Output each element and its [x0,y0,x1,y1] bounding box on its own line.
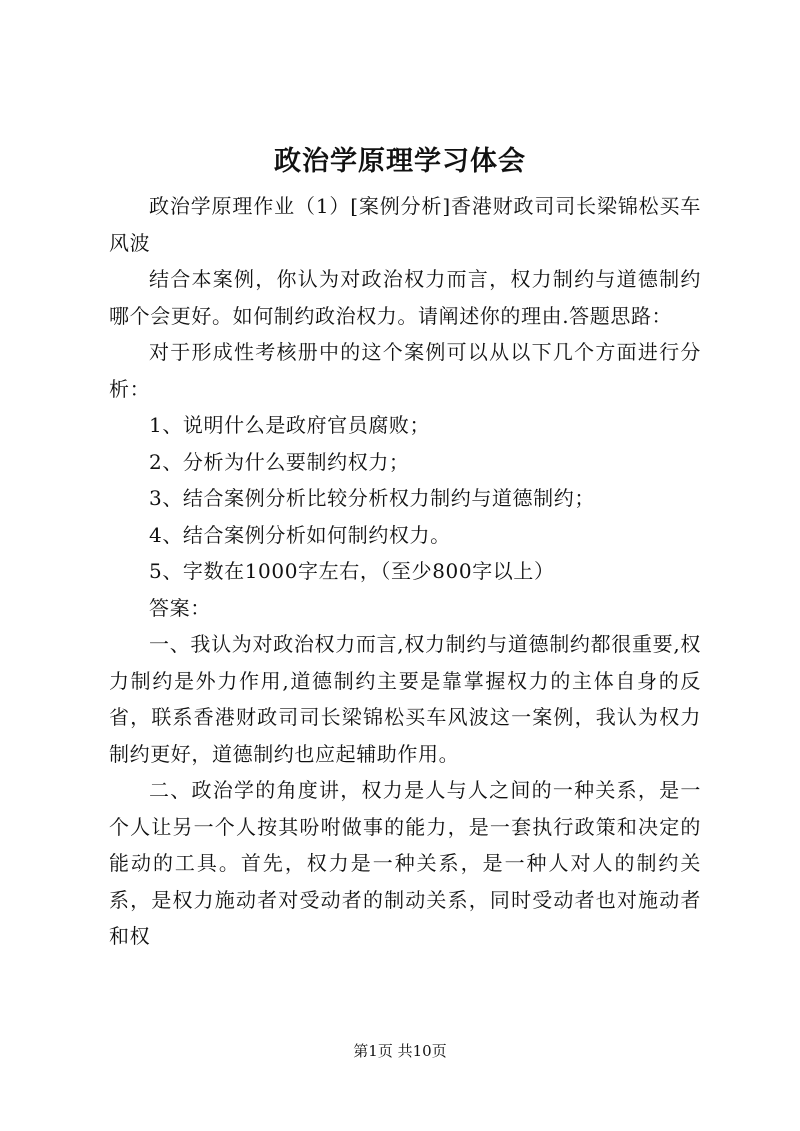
paragraph-question: 结合本案例，你认为对政治权力而言，权力制约与道德制约哪个会更好。如何制约政治权力。请阐述你的理由.答题思路： [109,267,701,328]
paragraph-answer-1: 一、我认为对政治权力而言,权力制约与道德制约都很重要,权力制约是外力作用,道德制约主要是靠掌握权力的主体自身的反省，联系香港财政司司长梁锦松买车风波这一案例，我认为权力制约更好，道德制约也应起辅助作用。 [109,632,701,766]
document-body [109,188,701,955]
list-item-1: 1、说明什么是政府官员腐败； [149,413,431,437]
paragraph-answer-2: 二、政治学的角度讲，权力是人与人之间的一种关系，是一个人让另一个人按其吩咐做事的能力，是一套执行政策和决定的能动的工具。首先，权力是一种关系，是一种人对人的制约关系，是权力施动者对受动者的制动关系，同时受动者也对施动者和权 [109,778,701,948]
list-item-4: 4、结合案例分析如何制约权力。 [149,522,451,547]
paragraph-assignment-heading: 政治学原理作业（1）[案例分析]香港财政司司长梁锦松买车风波 [109,194,701,255]
list-item-5: 5、字数在1000字左右，（至少800字以上） [149,559,555,583]
page-footer: 第1页 共10页 [353,1042,447,1060]
document-title: 政治学原理学习体会 [274,146,526,177]
answer-label: 答案： [149,595,211,620]
paragraph-analysis-intro: 对于形成性考核册中的这个案例可以从以下几个方面进行分析： [109,340,701,401]
list-item-3: 3、结合案例分析比较分析权力制约与道德制约； [149,486,595,510]
list-item-2: 2、分析为什么要制约权力； [149,449,410,474]
